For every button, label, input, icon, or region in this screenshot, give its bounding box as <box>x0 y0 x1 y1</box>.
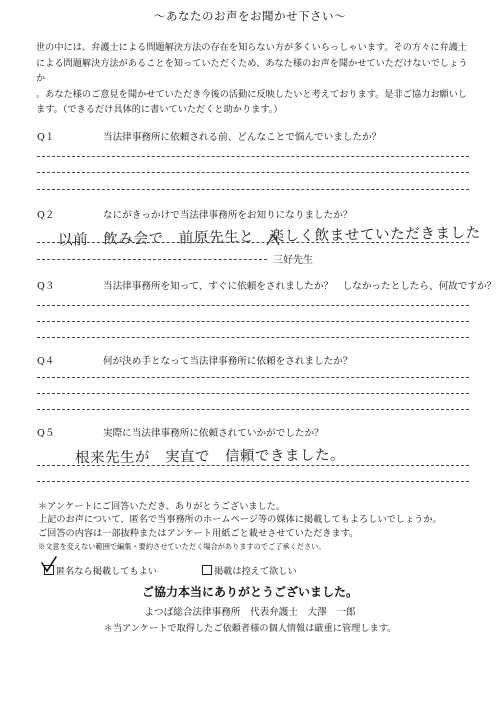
question-4 <box>0 353 500 365</box>
insertion-caret-mark <box>266 234 280 246</box>
permission-text <box>38 500 478 554</box>
answer-line <box>37 409 469 410</box>
option-label: 掲載は控えて欲しい <box>214 566 297 577</box>
answer-line <box>37 305 469 306</box>
answer-line <box>37 156 469 157</box>
question-text: 何が決め手となって当法律事務所に依頼をされましたか？ <box>103 356 353 367</box>
edit-note: ※文意を変えない範囲で編集・要約させていただく場合がありますのでご了承ください。 <box>38 542 326 552</box>
question-number: Q５ <box>37 428 55 439</box>
firm-signature: よつば総合法律事務所 代表弁護士 大澤 一郎 <box>144 607 356 618</box>
question-number: Q３ <box>37 281 55 292</box>
question-number: Q２ <box>37 210 55 221</box>
check-mark-icon <box>40 555 58 575</box>
option-decline[interactable] <box>202 563 297 577</box>
question-number: Q４ <box>37 356 55 367</box>
question-text: 実際に当法律事務所に依頼されていかがでしたか？ <box>103 428 324 439</box>
answer-line <box>37 481 469 482</box>
answer-line <box>37 321 469 322</box>
permission-detail: ご回答の内容は一部抜粋またはアンケート用紙ごと載せさせていただきます。 <box>38 527 359 539</box>
option-anonymous-ok[interactable] <box>44 563 157 577</box>
checkbox-decline[interactable] <box>202 565 212 575</box>
answer-line <box>37 172 469 173</box>
answer-line <box>37 242 469 243</box>
answer-line <box>37 337 469 338</box>
handwritten-answer-5: 根来先生が 実直で 信頼できました。 <box>74 447 346 467</box>
intro-line: による問題解決方法があることを知っていただくため、あなた様のお声を聞かせていただけないでしょうか <box>36 57 468 84</box>
permission-question: 上記のお声について、匿名で当事務所のホームページ等の媒体に掲載してもよろしいでしょうか。 <box>38 514 442 526</box>
answer-line <box>37 465 469 466</box>
question-1 <box>0 129 500 141</box>
answer-line <box>37 393 469 394</box>
answer-line <box>37 377 469 378</box>
question-text: なにがきっかけで当法律事務所をお知りになりましたか？ <box>103 210 353 221</box>
question-text: 当法律事務所を知って、すぐに依頼をされましたか？ しなかったとしたら、何故ですか？ <box>103 281 497 292</box>
intro-line: ます。（できるだけ具体的に書いていただくと助かります。） <box>36 104 283 115</box>
answer-line <box>37 259 267 260</box>
question-2 <box>0 207 500 219</box>
privacy-note: ＊当アンケートで取得したご依頼者様の個人情報は厳重に管理します。 <box>103 623 397 634</box>
intro-line: 。あなた様のご意見を聞かせていただき今後の活動に反映したいと考えております。是非ご協力お願いし <box>36 88 468 100</box>
answer-line <box>37 189 469 190</box>
question-text: 当法律事務所に依頼される前、どんなことで悩んでいましたか？ <box>103 132 382 143</box>
handwritten-correction: 三好先生 <box>273 255 313 266</box>
question-5 <box>0 425 500 437</box>
question-number: Q１ <box>37 132 55 143</box>
intro-text <box>36 40 476 118</box>
thanks-line: ＊アンケートにご回答いただき、ありがとうございました。 <box>38 501 286 512</box>
survey-title: ～あなたのお声をお聞かせ下さい～ <box>154 9 346 23</box>
handwritten-answer-2: 以前 飲み会で 前原先生と 楽しく飲ませていただきました <box>57 225 481 249</box>
intro-line: 世の中には、弁護士による問題解決方法の存在を知らない方が多くいらっしゃいます。その方々に弁護士 <box>36 42 468 53</box>
option-label: 匿名なら掲載してもよい <box>56 566 158 577</box>
question-3 <box>0 278 500 290</box>
closing-thanks: ご協力本当にありがとうございました。 <box>141 585 358 599</box>
